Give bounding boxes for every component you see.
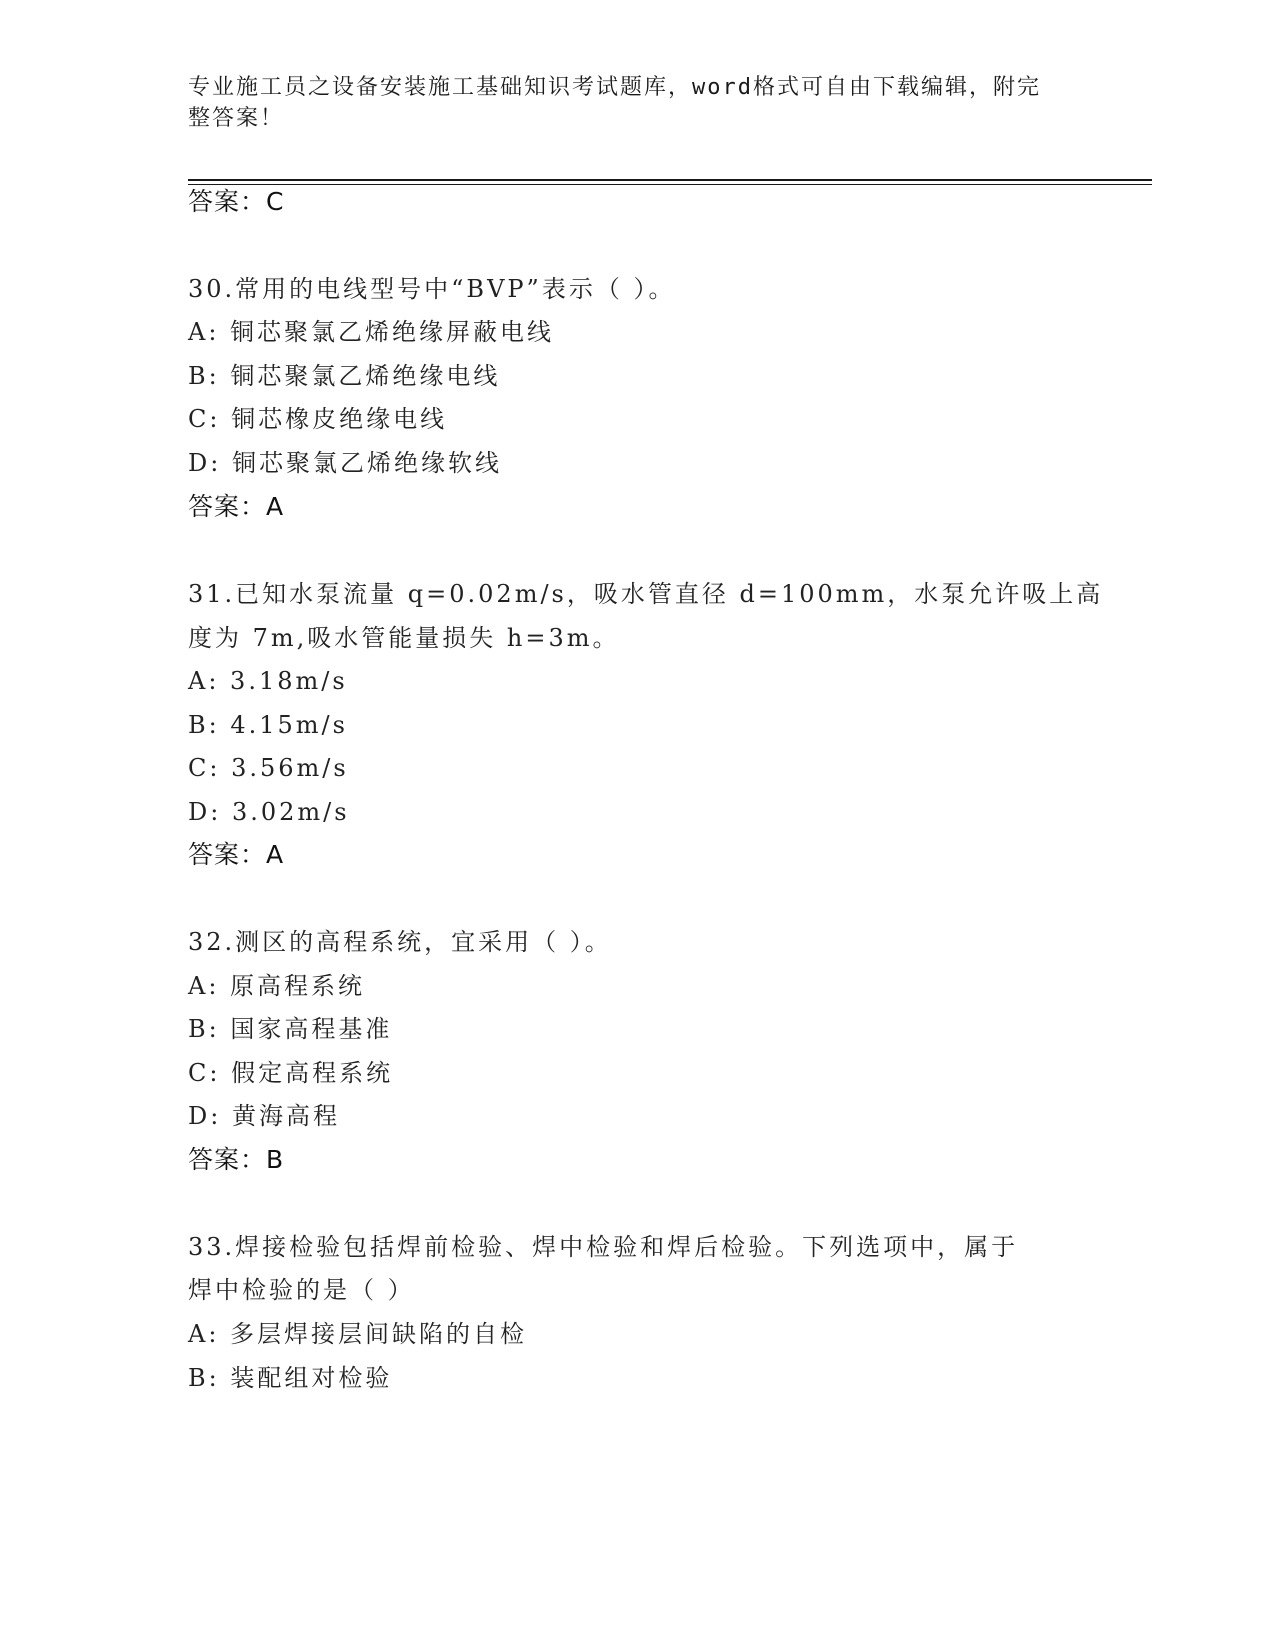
question-30-answer: 答案：A xyxy=(188,492,285,521)
question-30-option-c: C: 铜芯橡皮绝缘电线 xyxy=(188,405,448,433)
question-32-stem: 32.测区的高程系统，宜采用（ ）。 xyxy=(188,928,612,956)
question-30-stem: 30.常用的电线型号中“BVP”表示（ ）。 xyxy=(188,275,676,303)
question-31-option-a: A: 3.18m/s xyxy=(188,667,348,695)
question-32-option-b: B: 国家高程基准 xyxy=(188,1015,393,1043)
header-divider-thick xyxy=(188,179,1152,181)
question-33-option-b: B: 装配组对检验 xyxy=(188,1364,393,1392)
question-33-option-a: A: 多层焊接层间缺陷的自检 xyxy=(188,1320,528,1348)
question-32-option-a: A: 原高程系统 xyxy=(188,972,366,1000)
header-line-1: 专业施工员之设备安装施工基础知识考试题库，word格式可自由下载编辑，附完 xyxy=(188,75,1041,100)
question-30-option-a: A: 铜芯聚氯乙烯绝缘屏蔽电线 xyxy=(188,318,555,346)
header-line-2: 整答案！ xyxy=(188,106,285,131)
question-33-stem-line-2: 焊中检验的是（ ） xyxy=(188,1276,415,1304)
question-32-option-d: D: 黄海高程 xyxy=(188,1102,340,1130)
question-32-answer: 答案：B xyxy=(188,1145,285,1174)
question-30-option-d: D: 铜芯聚氯乙烯绝缘软线 xyxy=(188,449,502,477)
question-31-option-d: D: 3.02m/s xyxy=(188,798,350,826)
question-31-stem-line-1: 31.已知水泵流量 q=0.02m/s，吸水管直径 d=100mm，水泵允许吸上高 xyxy=(188,580,1104,608)
question-32-option-c: C: 假定高程系统 xyxy=(188,1059,394,1087)
question-31-option-b: B: 4.15m/s xyxy=(188,711,348,739)
question-31-stem-line-2: 度为 7m,吸水管能量损失 h=3m。 xyxy=(188,624,620,652)
document-header xyxy=(188,72,1068,134)
prev-answer: 答案：C xyxy=(188,187,285,216)
question-31-answer: 答案：A xyxy=(188,840,285,869)
question-31-option-c: C: 3.56m/s xyxy=(188,754,349,782)
header-divider-thin xyxy=(188,184,1152,185)
question-33-stem-line-1: 33.焊接检验包括焊前检验、焊中检验和焊后检验。下列选项中，属于 xyxy=(188,1233,1019,1261)
question-30-option-b: B: 铜芯聚氯乙烯绝缘电线 xyxy=(188,362,501,390)
